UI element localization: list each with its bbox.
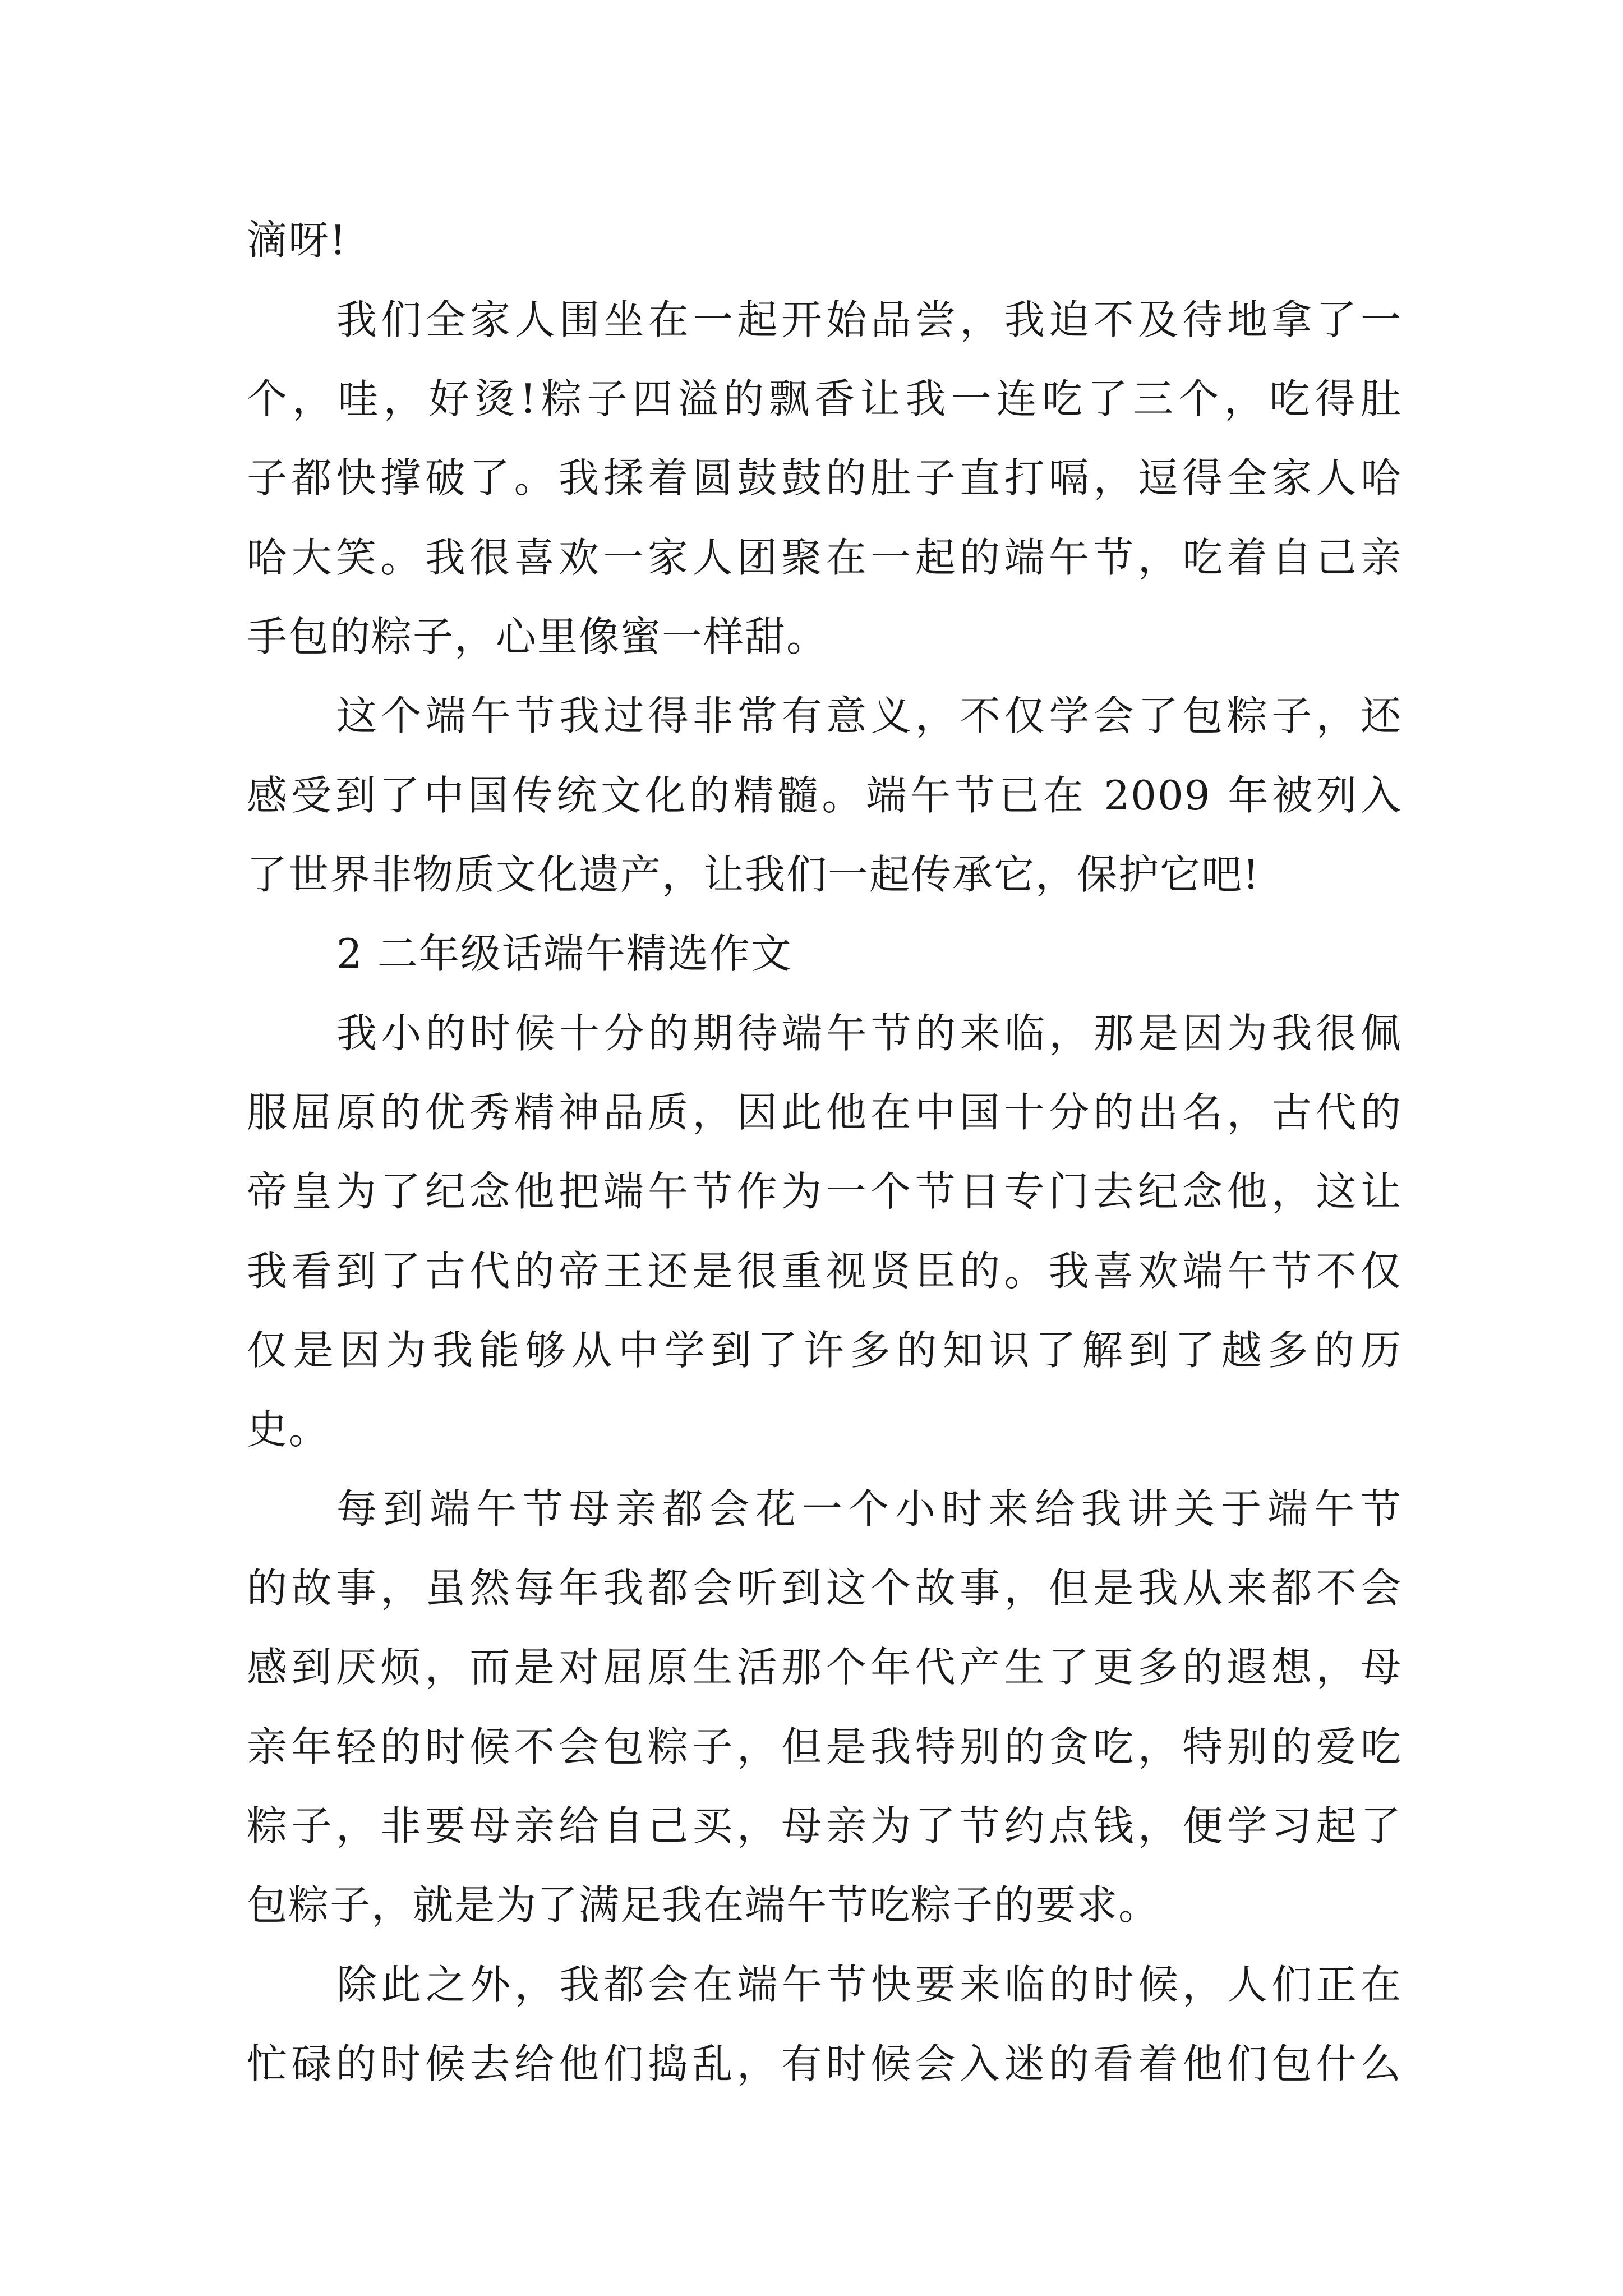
text-line: 仅是因为我能够从中学到了许多的知识了解到了越多的历 (247, 1327, 1402, 1374)
text-line: 感到厌烦，而是对屈原生活那个年代产生了更多的遐想，母 (247, 1644, 1402, 1691)
text-line: 忙碌的时候去给他们捣乱，有时候会入迷的看着他们包什么 (247, 2040, 1402, 2087)
text-line: 除此之外，我都会在端午节快要来临的时候，人们正在 (336, 1961, 1402, 2008)
text-line: 包粽子，就是为了满足我在端午节吃粽子的要求。 (247, 1881, 1160, 1929)
text-line: 亲年轻的时候不会包粽子，但是我特别的贪吃，特别的爱吃 (247, 1723, 1402, 1770)
text-line: 我小的时候十分的期待端午节的来临，那是因为我很佩 (336, 1010, 1402, 1057)
text-line: 帝皇为了纪念他把端午节作为一个节日专门去纪念他，这让 (247, 1168, 1402, 1215)
text-line: 的故事，虽然每年我都会听到这个故事，但是我从来都不会 (247, 1565, 1402, 1612)
text-line: 了世界非物质文化遗产，让我们一起传承它，保护它吧! (247, 851, 1260, 898)
text-line: 感受到了中国传统文化的精髓。端午节已在 2009 年被列入 (247, 772, 1402, 819)
text-line: 哈大笑。我很喜欢一家人团聚在一起的端午节，吃着自己亲 (247, 534, 1402, 581)
text-line: 滴呀! (247, 217, 347, 264)
text-line: 个，哇，好烫!粽子四溢的飘香让我一连吃了三个，吃得肚 (247, 375, 1402, 422)
text-line: 史。 (247, 1406, 330, 1453)
text-line: 这个端午节我过得非常有意义，不仅学会了包粽子，还 (336, 692, 1402, 739)
text-line: 每到端午节母亲都会花一个小时来给我讲关于端午节 (336, 1485, 1402, 1533)
text-line: 服屈原的优秀精神品质，因此他在中国十分的出名，古代的 (247, 1089, 1402, 1136)
text-line: 我们全家人围坐在一起开始品尝，我迫不及待地拿了一 (336, 296, 1402, 343)
text-line: 粽子，非要母亲给自己买，母亲为了节约点钱，便学习起了 (247, 1802, 1402, 1849)
text-line: 手包的粽子，心里像蜜一样甜。 (247, 613, 828, 660)
text-line: 我看到了古代的帝王还是很重视贤臣的。我喜欢端午节不仅 (247, 1248, 1402, 1295)
text-line: 子都快撑破了。我揉着圆鼓鼓的肚子直打嗝，逗得全家人哈 (247, 454, 1402, 501)
section-heading: 2 二年级话端午精选作文 (336, 930, 792, 977)
